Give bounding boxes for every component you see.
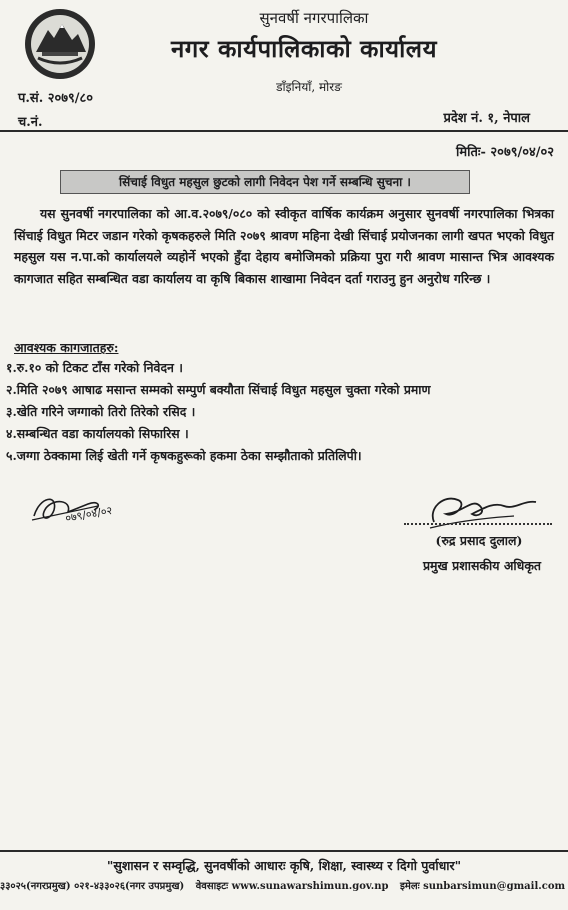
footer-contact: [0, 878, 568, 892]
requirement-item: ५.जग्गा ठेक्कामा लिई खेती गर्ने कृषकहुरूको हकमा ठेका सम्झौताको प्रतिलिपी।: [6, 448, 362, 463]
reference-number: प.सं. २०७९/८०: [18, 91, 94, 106]
requirement-item: ३.खेति गरिने जग्गाको तिरो तिरेको रसिद ।: [6, 404, 196, 419]
office-name: नगर कार्यपालिकाको कार्यालय: [170, 34, 438, 63]
initials-signature: [28, 486, 138, 530]
signature-line: [404, 523, 552, 525]
office-location: डाँइनियाँ, मोरङ: [276, 80, 342, 94]
signer-title: प्रमुख प्रशासकीय अधिकृत: [422, 558, 542, 573]
footer-motto: "सुशासन र सम्वृद्धि, सुनवर्षीको आधारः कृषि, शिक्षा, स्वास्थ्य र दिगो पुर्वाधार": [106, 858, 462, 873]
subject-box: सिंचाई विधुत महसुल छुटको लागी निवेदन पेश गर्ने सम्बन्धि सुचना ।: [60, 170, 470, 194]
municipality-name: सुनवर्षी नगरपालिका: [259, 9, 369, 27]
letter-date: मितिः- २०७९/०४/०२: [455, 145, 554, 160]
footer-phones: ३३०२५(नगरप्रमुख) ०२१-४३३०२६(नगर उपप्रमुख): [0, 881, 185, 892]
challan-number: च.नं.: [18, 115, 43, 130]
footer-email[interactable]: इमेलः sunbarsimun@gmail.com: [399, 881, 566, 892]
requirement-item: ४.सम्बन्धित वडा कार्यालयको सिफारिस ।: [6, 426, 189, 441]
requirements-list: [6, 357, 430, 467]
footer-divider: [0, 850, 568, 852]
footer-website[interactable]: वेवसाइटः www.sunawarshimun.gov.np: [195, 881, 389, 892]
official-signature: [424, 488, 542, 532]
requirements-title: आवश्यक कागजातहरु:: [14, 340, 119, 355]
header-divider: [0, 130, 568, 132]
notice-body: यस सुनवर्षी नगरपालिका को आ.व.२०७९/०८० को स्वीकृत वार्षिक कार्यक्रम अनुसार सुनवर्षी नगरपालिका भित्रका सिंचाई विधुत मिटर जडान गरेको कृषकहरुले मिति २०७९ श्रावण महिना देखी सिंचाई प्रयोजनका लागी खपत भएको विधुत महसुल यस न.पा.को कार्यालयले व्यहोर्ने भएको हुँदा देहाय बमोजिमको प्रक्रिया पुरा गरी श्रावण मासान्त भित्र आवश्यक कागजात सहित सम्बन्धित वडा कार्यालय वा कृषि बिकास शाखामा निवेदन दर्ता गराउनु हुन अनुरोध गरिन्छ ।: [14, 206, 554, 286]
requirement-item: २.मिति २०७९ आषाढ मसान्त सम्मको सम्पुर्ण बक्यौता सिंचाई विधुत महसुल चुक्ता गरेको प्रमाण: [6, 382, 431, 397]
requirement-item: १.रु.१० को टिकट टाँस गरेको निवेदन ।: [6, 360, 183, 375]
initials-date: ०७९/०४/०२: [64, 503, 114, 525]
signer-name: (रुद्र प्रसाद दुलाल): [435, 533, 523, 548]
province-label: प्रदेश नं. १, नेपाल: [443, 111, 530, 126]
